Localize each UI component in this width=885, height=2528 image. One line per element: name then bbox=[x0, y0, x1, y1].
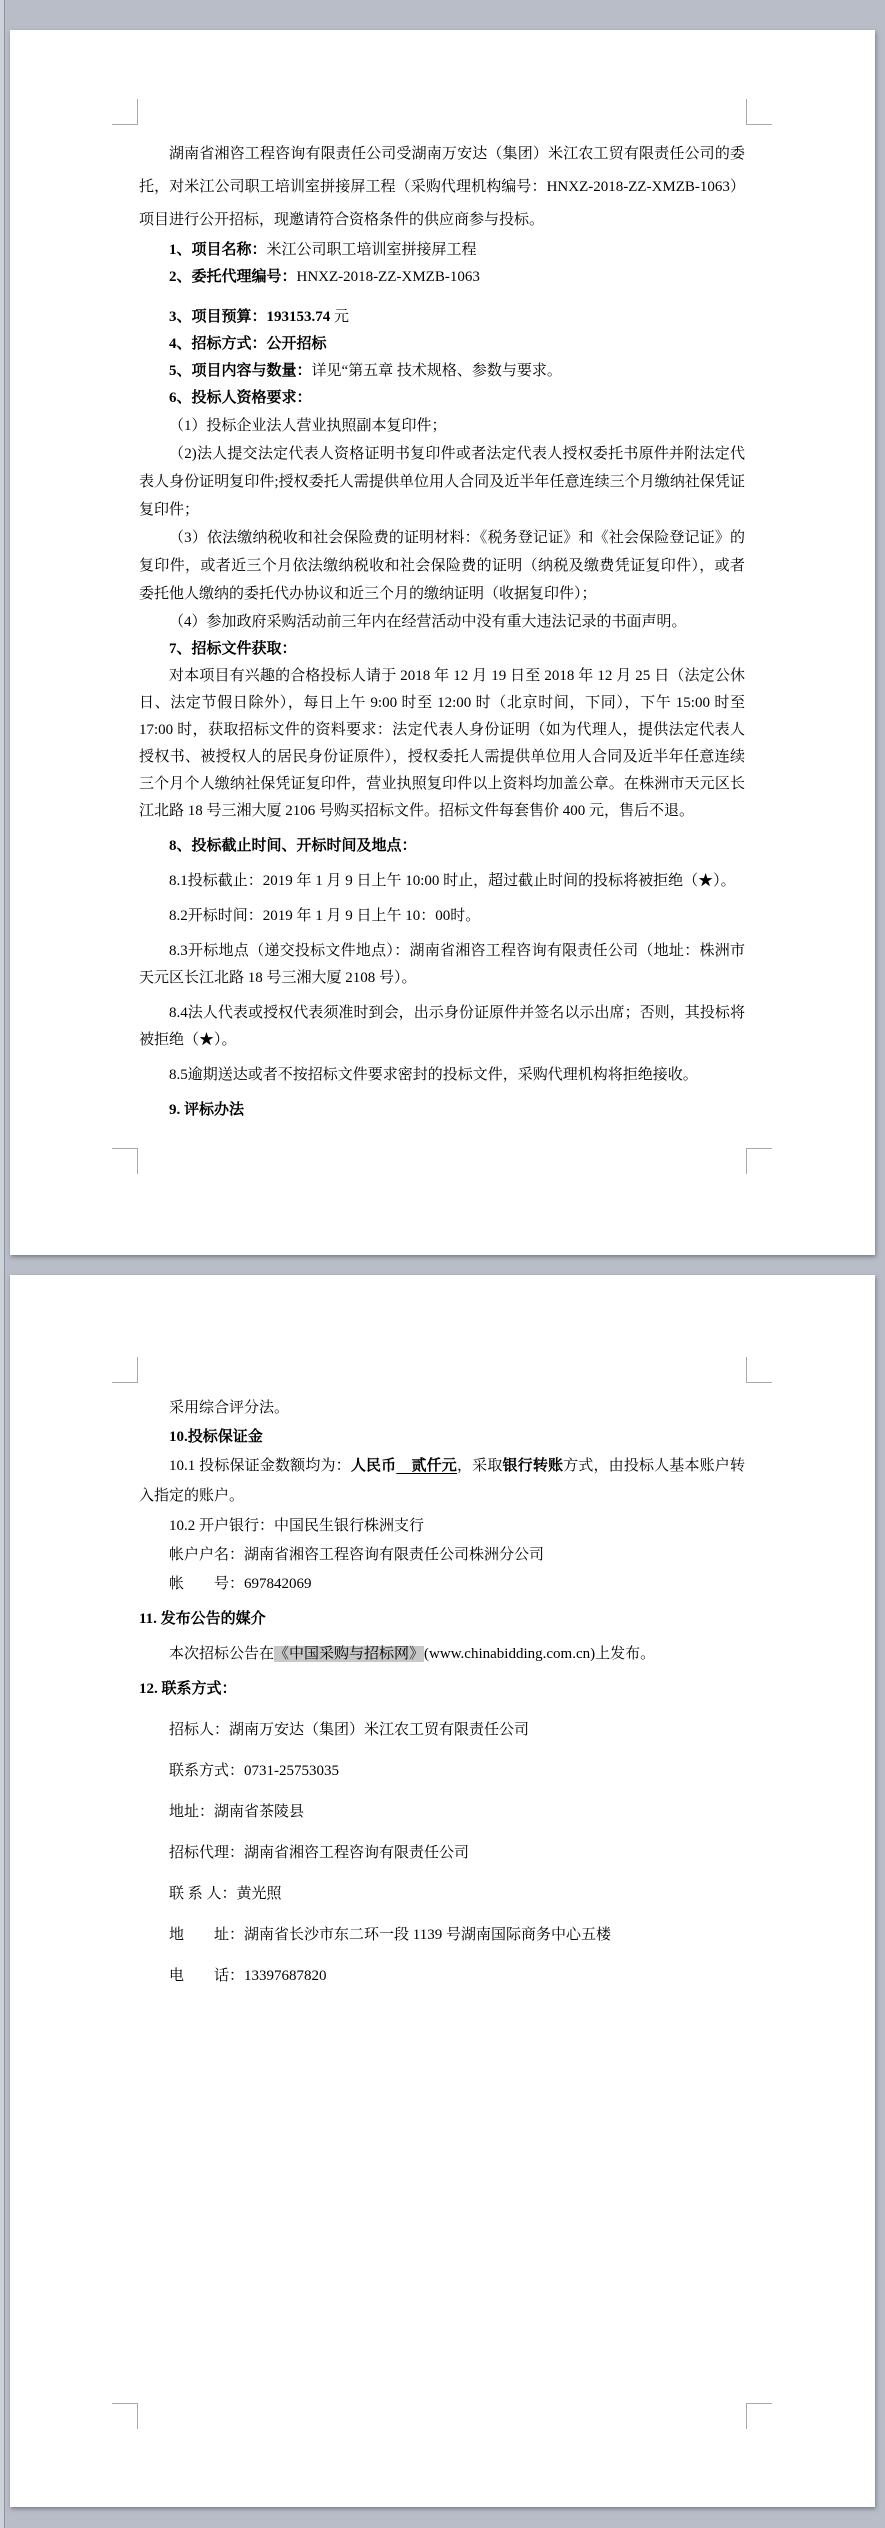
paragraph bbox=[139, 1799, 745, 1826]
paragraph bbox=[139, 608, 745, 636]
paragraph bbox=[139, 1513, 745, 1540]
paragraph bbox=[139, 1395, 745, 1422]
page-2-content[interactable] bbox=[139, 1395, 745, 1990]
text-run: 8.3开标地点（递交投标文件地点）：湖南省湘咨工程咨询有限责任公司（地址：株洲市天元区长江北路 18 号三湘大厦 2108 号）。 bbox=[139, 943, 745, 986]
text-run: 10.投标保证金 bbox=[169, 1429, 263, 1445]
paragraph bbox=[139, 1424, 745, 1451]
text-run: 米江公司职工培训室拼接屏工程 bbox=[266, 242, 477, 258]
text-run: 贰仟元 bbox=[396, 1458, 457, 1474]
text-run: 招标人：湖南万安达（集团）米江农工贸有限责任公司 bbox=[169, 1722, 530, 1738]
text-run: 10.1 投标保证金数额均为： bbox=[169, 1458, 351, 1474]
text-run: （2)法人提交法定代表人资格证明书复印件或者法定代表人授权委托书原件并附法定代表人身份证明复印件;授权委托人需提供单位用人合同及近半年任意连续三个月缴纳社保凭证复印件； bbox=[139, 446, 745, 518]
text-run: 湖南省湘咨工程咨询有限责任公司受湖南万安达（集团）米江农工贸有限责任公司的委托，对米江公司职工培训室拼接屏工程（采购代理机构编号：HNXZ-2018-ZZ-XMZB-1063）项目进行公开招标，现邀请符合资格条件的供应商参与投标。 bbox=[139, 146, 745, 228]
margin-corner-mark bbox=[112, 99, 138, 125]
text-run: 人民币 bbox=[350, 1458, 397, 1474]
text-run: （4）参加政府采购活动前三年内在经营活动中没有重大违法记录的书面声明。 bbox=[169, 614, 687, 630]
text-run: 本次招标公告在 bbox=[169, 1646, 275, 1662]
paragraph bbox=[139, 412, 745, 440]
paragraph bbox=[139, 385, 745, 412]
paragraph bbox=[139, 358, 745, 385]
margin-corner-mark bbox=[112, 2403, 138, 2429]
text-run: (www.chinabidding.com.cn)上发布。 bbox=[424, 1646, 656, 1662]
window-left-edge bbox=[0, 0, 5, 2528]
text-run: 银行转账 bbox=[502, 1458, 564, 1474]
margin-corner-mark bbox=[112, 1148, 138, 1174]
text-run: HNXZ-2018-ZZ-XMZB-1063 bbox=[296, 269, 480, 285]
paragraph bbox=[139, 1717, 745, 1744]
text-run: 8.2开标时间：2019 年 1 月 9 日上午 10：00时。 bbox=[169, 908, 481, 924]
text-run: 2、委托代理编号： bbox=[169, 269, 297, 285]
text-run: （1）投标企业法人营业执照副本复印件； bbox=[169, 418, 447, 434]
text-run: 8.1投标截止：2019 年 1 月 9 日上午 10:00 时止，超过截止时间的投标将被拒绝（★）。 bbox=[169, 873, 736, 889]
paragraph bbox=[139, 1758, 745, 1785]
text-run: 11. 发布公告的媒介 bbox=[139, 1611, 266, 1627]
paragraph bbox=[139, 331, 745, 358]
document-page-2[interactable] bbox=[10, 1275, 875, 2507]
text-run: 帐 号：697842069 bbox=[169, 1576, 312, 1592]
paragraph bbox=[139, 304, 745, 331]
paragraph bbox=[139, 1542, 745, 1569]
text-run: 5、项目内容与数量： bbox=[169, 363, 312, 379]
text-run: （3）依法缴纳税收和社会保险费的证明材料：《税务登记证》和《社会保险登记证》的复印件，或者近三个月依法缴纳税收和社会保险费的证明（纳税及缴费凭证复印件），或者委托他人缴纳的委托代办协议和近三个月的缴纳证明（收据复印件）； bbox=[139, 530, 745, 602]
text-run: 采用综合评分法。 bbox=[169, 1400, 290, 1416]
paragraph bbox=[139, 1881, 745, 1908]
paragraph bbox=[139, 1963, 745, 1990]
document-page-1[interactable] bbox=[10, 30, 875, 1255]
text-run: 联 系 人：黄光照 bbox=[169, 1886, 282, 1902]
text-run: 4、招标方式：公开招标 bbox=[169, 336, 327, 352]
text-run: 1、项目名称： bbox=[169, 242, 267, 258]
margin-corner-mark bbox=[746, 1357, 772, 1383]
paragraph bbox=[139, 1097, 745, 1124]
paragraph bbox=[139, 663, 745, 825]
paragraph bbox=[139, 903, 745, 930]
paragraph bbox=[139, 1451, 745, 1511]
paragraph bbox=[139, 938, 745, 992]
text-run: 7、招标文件获取： bbox=[169, 641, 297, 657]
paragraph bbox=[139, 636, 745, 663]
text-run: ，采取 bbox=[456, 1458, 503, 1474]
paragraph bbox=[139, 1606, 745, 1633]
paragraph bbox=[139, 1571, 745, 1598]
paragraph bbox=[139, 138, 745, 237]
page-1-content[interactable] bbox=[139, 138, 745, 1124]
paragraph bbox=[139, 237, 745, 264]
paragraph bbox=[139, 1000, 745, 1054]
text-run: 3、项目预算：193153.74 bbox=[169, 309, 331, 325]
paragraph bbox=[139, 1676, 745, 1703]
paragraph bbox=[139, 1840, 745, 1867]
paragraph bbox=[139, 833, 745, 860]
text-run: 元 bbox=[330, 309, 350, 325]
margin-corner-mark bbox=[746, 99, 772, 125]
text-run: 地址：湖南省茶陵县 bbox=[169, 1804, 305, 1820]
text-run: 联系方式：0731-25753035 bbox=[169, 1763, 339, 1779]
margin-corner-mark bbox=[746, 1148, 772, 1174]
text-run: 8.5逾期送达或者不按招标文件要求密封的投标文件，采购代理机构将拒绝接收。 bbox=[169, 1067, 698, 1083]
paragraph bbox=[139, 440, 745, 524]
text-run: 电 话：13397687820 bbox=[169, 1968, 327, 1984]
text-run: 10.2 开户银行：中国民生银行株洲支行 bbox=[169, 1518, 425, 1534]
paragraph bbox=[139, 264, 745, 291]
paragraph bbox=[139, 1641, 745, 1668]
text-run: 6、投标人资格要求： bbox=[169, 390, 312, 406]
text-run: 8、投标截止时间、开标时间及地点： bbox=[169, 838, 417, 854]
margin-corner-mark bbox=[746, 2403, 772, 2429]
text-run: 8.4法人代表或授权代表须准时到会，出示身份证原件并签名以示出席；否则，其投标将被拒绝（★）。 bbox=[139, 1005, 745, 1048]
paragraph bbox=[139, 1062, 745, 1089]
margin-corner-mark bbox=[112, 1357, 138, 1383]
text-run: 对本项目有兴趣的合格投标人请于 2018 年 12 月 19 日至 2018 年 12 月 25 日（法定公休日、法定节假日除外），每日上午 9:00 时至 12:00 时（北京时间，下同），下午 15:00 时至 17:00 时，获取招标文件的资料要求：法定代表人身份证明（如为代理人，提供法定代表人授权书、被授权人的居民身份证原件），授权委托人需提供单位用人合同及近半年任意连续三个月个人缴纳社保凭证复印件，营业执照复印件以上资料均加盖公章。在株洲市天元区长江北路 18 号三湘大厦 2106 号购买招标文件。招标文件每套售价 400 元，售后不退。 bbox=[139, 668, 745, 819]
text-run: 招标代理：湖南省湘咨工程咨询有限责任公司 bbox=[169, 1845, 470, 1861]
text-run: 方式，由投标人基本账户转入指定的账户。 bbox=[139, 1458, 745, 1504]
text-run: 帐户户名：湖南省湘咨工程咨询有限责任公司株洲分公司 bbox=[169, 1547, 545, 1563]
paragraph bbox=[139, 1922, 745, 1949]
text-run: 《中国采购与招标网》 bbox=[274, 1646, 425, 1662]
text-run: 12. 联系方式： bbox=[139, 1681, 237, 1697]
text-run: 9. 评标办法 bbox=[169, 1102, 245, 1118]
paragraph bbox=[139, 868, 745, 895]
text-run: 地 址：湖南省长沙市东二环一段 1139 号湖南国际商务中心五楼 bbox=[169, 1927, 611, 1943]
text-run: 详见“第五章 技术规格、参数与要求。 bbox=[311, 363, 562, 379]
paragraph bbox=[139, 524, 745, 608]
